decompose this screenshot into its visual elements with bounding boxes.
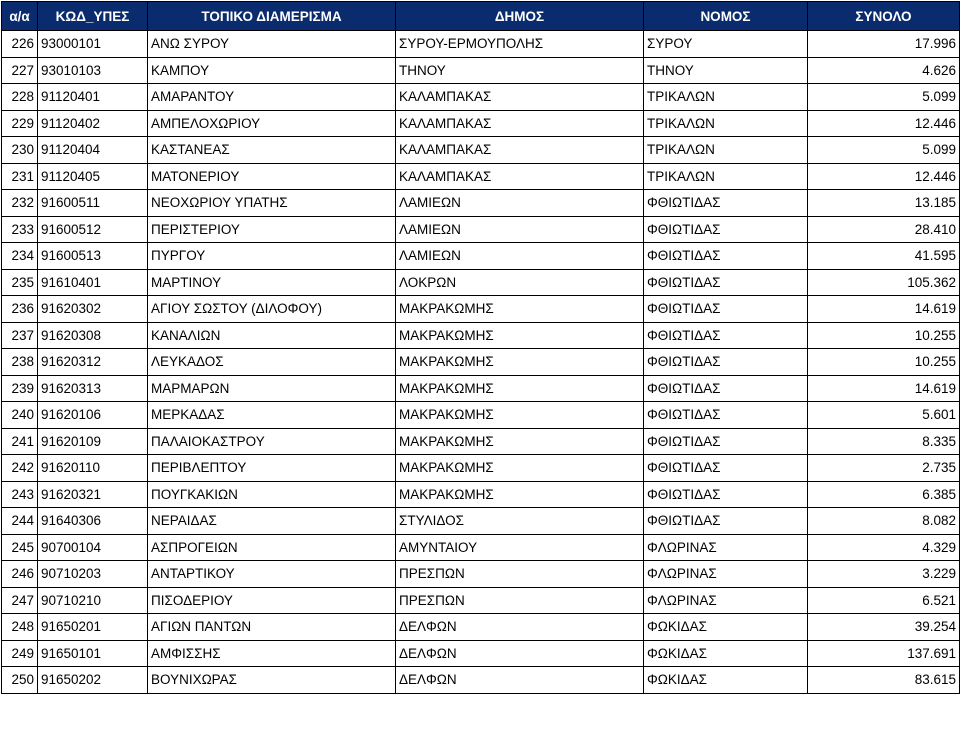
cell-code: 90710210 <box>38 587 148 614</box>
table-row <box>2 110 960 137</box>
cell-prefecture: ΦΘΙΩΤΙΔΑΣ <box>644 481 808 508</box>
table-row <box>2 534 960 561</box>
cell-municipality: ΜΑΚΡΑΚΩΜΗΣ <box>396 428 644 455</box>
cell-municipality: ΛΑΜΙΕΩΝ <box>396 243 644 270</box>
cell-code: 91600511 <box>38 190 148 217</box>
cell-total: 4.626 <box>808 57 960 84</box>
cell-total: 6.521 <box>808 587 960 614</box>
cell-prefecture: ΦΘΙΩΤΙΔΑΣ <box>644 428 808 455</box>
table-row <box>2 243 960 270</box>
cell-prefecture: ΦΘΙΩΤΙΔΑΣ <box>644 455 808 482</box>
table-row <box>2 481 960 508</box>
cell-index: 233 <box>2 216 38 243</box>
cell-code: 91650202 <box>38 667 148 694</box>
cell-prefecture: ΦΩΚΙΔΑΣ <box>644 640 808 667</box>
cell-index: 229 <box>2 110 38 137</box>
cell-community: ΜΑΡΜΑΡΩΝ <box>148 375 396 402</box>
cell-municipality: ΔΕΛΦΩΝ <box>396 640 644 667</box>
cell-total: 137.691 <box>808 640 960 667</box>
data-table <box>1 1 960 694</box>
cell-index: 235 <box>2 269 38 296</box>
table-row <box>2 667 960 694</box>
table-row <box>2 455 960 482</box>
cell-total: 4.329 <box>808 534 960 561</box>
cell-total: 5.601 <box>808 402 960 429</box>
cell-code: 91650201 <box>38 614 148 641</box>
cell-code: 90710203 <box>38 561 148 588</box>
cell-total: 6.385 <box>808 481 960 508</box>
table-row <box>2 375 960 402</box>
cell-code: 93010103 <box>38 57 148 84</box>
cell-total: 5.099 <box>808 84 960 111</box>
cell-prefecture: ΣΥΡΟΥ <box>644 31 808 58</box>
cell-prefecture: ΦΘΙΩΤΙΔΑΣ <box>644 269 808 296</box>
table-row <box>2 57 960 84</box>
cell-total: 10.255 <box>808 349 960 376</box>
cell-community: ΑΜΦΙΣΣΗΣ <box>148 640 396 667</box>
cell-total: 105.362 <box>808 269 960 296</box>
cell-municipality: ΤΗΝΟΥ <box>396 57 644 84</box>
cell-community: ΚΑΝΑΛΙΩΝ <box>148 322 396 349</box>
cell-municipality: ΛΑΜΙΕΩΝ <box>396 216 644 243</box>
header-cell-prefecture: ΝΟΜΟΣ <box>644 2 808 31</box>
cell-prefecture: ΦΘΙΩΤΙΔΑΣ <box>644 508 808 535</box>
cell-prefecture: ΤΡΙΚΑΛΩΝ <box>644 163 808 190</box>
cell-prefecture: ΦΛΩΡΙΝΑΣ <box>644 561 808 588</box>
cell-prefecture: ΦΘΙΩΤΙΔΑΣ <box>644 322 808 349</box>
cell-code: 91620312 <box>38 349 148 376</box>
cell-code: 91620106 <box>38 402 148 429</box>
cell-prefecture: ΦΩΚΙΔΑΣ <box>644 614 808 641</box>
cell-code: 91120401 <box>38 84 148 111</box>
cell-total: 14.619 <box>808 296 960 323</box>
cell-municipality: ΚΑΛΑΜΠΑΚΑΣ <box>396 110 644 137</box>
cell-index: 247 <box>2 587 38 614</box>
cell-municipality: ΜΑΚΡΑΚΩΜΗΣ <box>396 349 644 376</box>
cell-municipality: ΜΑΚΡΑΚΩΜΗΣ <box>396 296 644 323</box>
cell-municipality: ΜΑΚΡΑΚΩΜΗΣ <box>396 375 644 402</box>
cell-code: 93000101 <box>38 31 148 58</box>
cell-index: 232 <box>2 190 38 217</box>
cell-community: ΛΕΥΚΑΔΟΣ <box>148 349 396 376</box>
cell-total: 12.446 <box>808 163 960 190</box>
cell-municipality: ΜΑΚΡΑΚΩΜΗΣ <box>396 322 644 349</box>
cell-total: 10.255 <box>808 322 960 349</box>
cell-total: 3.229 <box>808 561 960 588</box>
header-cell-total: ΣΥΝΟΛΟ <box>808 2 960 31</box>
table-row <box>2 190 960 217</box>
cell-code: 91650101 <box>38 640 148 667</box>
cell-total: 8.082 <box>808 508 960 535</box>
cell-community: ΜΑΡΤΙΝΟΥ <box>148 269 396 296</box>
cell-prefecture: ΦΘΙΩΤΙΔΑΣ <box>644 243 808 270</box>
cell-community: ΠΥΡΓΟΥ <box>148 243 396 270</box>
cell-community: ΠΑΛΑΙΟΚΑΣΤΡΟΥ <box>148 428 396 455</box>
table-row <box>2 508 960 535</box>
cell-municipality: ΛΟΚΡΩΝ <box>396 269 644 296</box>
table-row <box>2 163 960 190</box>
cell-prefecture: ΤΡΙΚΑΛΩΝ <box>644 110 808 137</box>
header-row <box>2 2 960 31</box>
cell-index: 249 <box>2 640 38 667</box>
cell-code: 91610401 <box>38 269 148 296</box>
cell-code: 91620321 <box>38 481 148 508</box>
cell-community: ΑΓΙΩΝ ΠΑΝΤΩΝ <box>148 614 396 641</box>
cell-prefecture: ΦΘΙΩΤΙΔΑΣ <box>644 296 808 323</box>
cell-total: 14.619 <box>808 375 960 402</box>
cell-prefecture: ΦΘΙΩΤΙΔΑΣ <box>644 349 808 376</box>
cell-community: ΜΕΡΚΑΔΑΣ <box>148 402 396 429</box>
cell-prefecture: ΦΘΙΩΤΙΔΑΣ <box>644 402 808 429</box>
cell-municipality: ΣΥΡΟΥ-ΕΡΜΟΥΠΟΛΗΣ <box>396 31 644 58</box>
cell-total: 17.996 <box>808 31 960 58</box>
cell-municipality: ΜΑΚΡΑΚΩΜΗΣ <box>396 481 644 508</box>
cell-prefecture: ΤΗΝΟΥ <box>644 57 808 84</box>
cell-index: 244 <box>2 508 38 535</box>
cell-community: ΜΑΤΟΝΕΡΙΟΥ <box>148 163 396 190</box>
cell-index: 231 <box>2 163 38 190</box>
cell-community: ΚΑΜΠΟΥ <box>148 57 396 84</box>
cell-prefecture: ΦΘΙΩΤΙΔΑΣ <box>644 216 808 243</box>
cell-community: ΑΝΩ ΣΥΡΟΥ <box>148 31 396 58</box>
cell-code: 90700104 <box>38 534 148 561</box>
cell-prefecture: ΦΘΙΩΤΙΔΑΣ <box>644 375 808 402</box>
header-cell-community: ΤΟΠΙΚΟ ΔΙΑΜΕΡΙΣΜΑ <box>148 2 396 31</box>
cell-index: 241 <box>2 428 38 455</box>
cell-code: 91620308 <box>38 322 148 349</box>
table-row <box>2 84 960 111</box>
cell-municipality: ΛΑΜΙΕΩΝ <box>396 190 644 217</box>
cell-index: 250 <box>2 667 38 694</box>
cell-prefecture: ΦΛΩΡΙΝΑΣ <box>644 587 808 614</box>
cell-community: ΠΟΥΓΚΑΚΙΩΝ <box>148 481 396 508</box>
cell-municipality: ΑΜΥΝΤΑΙΟΥ <box>396 534 644 561</box>
cell-code: 91600512 <box>38 216 148 243</box>
cell-total: 39.254 <box>808 614 960 641</box>
cell-community: ΑΓΙΟΥ ΣΩΣΤΟΥ (ΔΙΛΟΦΟΥ) <box>148 296 396 323</box>
cell-index: 236 <box>2 296 38 323</box>
cell-index: 234 <box>2 243 38 270</box>
cell-code: 91620302 <box>38 296 148 323</box>
table-row <box>2 561 960 588</box>
cell-total: 41.595 <box>808 243 960 270</box>
cell-total: 8.335 <box>808 428 960 455</box>
cell-total: 13.185 <box>808 190 960 217</box>
cell-community: ΠΕΡΙΣΤΕΡΙΟΥ <box>148 216 396 243</box>
cell-total: 12.446 <box>808 110 960 137</box>
cell-index: 242 <box>2 455 38 482</box>
cell-municipality: ΚΑΛΑΜΠΑΚΑΣ <box>396 137 644 164</box>
table-row <box>2 31 960 58</box>
table-row <box>2 322 960 349</box>
cell-prefecture: ΤΡΙΚΑΛΩΝ <box>644 137 808 164</box>
header-cell-municipality: ΔΗΜΟΣ <box>396 2 644 31</box>
table-row <box>2 269 960 296</box>
cell-community: ΒΟΥΝΙΧΩΡΑΣ <box>148 667 396 694</box>
cell-municipality: ΚΑΛΑΜΠΑΚΑΣ <box>396 84 644 111</box>
cell-code: 91120402 <box>38 110 148 137</box>
table-row <box>2 402 960 429</box>
cell-code: 91120405 <box>38 163 148 190</box>
cell-index: 246 <box>2 561 38 588</box>
cell-code: 91120404 <box>38 137 148 164</box>
cell-community: ΠΙΣΟΔΕΡΙΟΥ <box>148 587 396 614</box>
cell-community: ΠΕΡΙΒΛΕΠΤΟΥ <box>148 455 396 482</box>
cell-prefecture: ΤΡΙΚΑΛΩΝ <box>644 84 808 111</box>
cell-total: 83.615 <box>808 667 960 694</box>
cell-municipality: ΔΕΛΦΩΝ <box>396 614 644 641</box>
cell-code: 91620110 <box>38 455 148 482</box>
header-cell-code: ΚΩΔ_ΥΠΕΣ <box>38 2 148 31</box>
cell-community: ΝΕΟΧΩΡΙΟΥ ΥΠΑΤΗΣ <box>148 190 396 217</box>
cell-municipality: ΠΡΕΣΠΩΝ <box>396 561 644 588</box>
cell-total: 5.099 <box>808 137 960 164</box>
cell-code: 91600513 <box>38 243 148 270</box>
cell-index: 243 <box>2 481 38 508</box>
cell-municipality: ΜΑΚΡΑΚΩΜΗΣ <box>396 455 644 482</box>
cell-municipality: ΜΑΚΡΑΚΩΜΗΣ <box>396 402 644 429</box>
cell-total: 2.735 <box>808 455 960 482</box>
cell-community: ΑΣΠΡΟΓΕΙΩΝ <box>148 534 396 561</box>
cell-municipality: ΚΑΛΑΜΠΑΚΑΣ <box>396 163 644 190</box>
cell-index: 238 <box>2 349 38 376</box>
cell-prefecture: ΦΛΩΡΙΝΑΣ <box>644 534 808 561</box>
cell-community: ΑΝΤΑΡΤΙΚΟΥ <box>148 561 396 588</box>
table-row <box>2 216 960 243</box>
table-row <box>2 296 960 323</box>
cell-community: ΚΑΣΤΑΝΕΑΣ <box>148 137 396 164</box>
cell-code: 91640306 <box>38 508 148 535</box>
cell-code: 91620109 <box>38 428 148 455</box>
cell-community: ΝΕΡΑΙΔΑΣ <box>148 508 396 535</box>
cell-index: 240 <box>2 402 38 429</box>
cell-index: 227 <box>2 57 38 84</box>
cell-prefecture: ΦΘΙΩΤΙΔΑΣ <box>644 190 808 217</box>
table-row <box>2 587 960 614</box>
cell-community: ΑΜΠΕΛΟΧΩΡΙΟΥ <box>148 110 396 137</box>
table-row <box>2 614 960 641</box>
cell-code: 91620313 <box>38 375 148 402</box>
header-cell-index: α/α <box>2 2 38 31</box>
cell-index: 248 <box>2 614 38 641</box>
cell-municipality: ΔΕΛΦΩΝ <box>396 667 644 694</box>
table-row <box>2 428 960 455</box>
cell-community: ΑΜΑΡΑΝΤΟΥ <box>148 84 396 111</box>
cell-municipality: ΣΤΥΛΙΔΟΣ <box>396 508 644 535</box>
cell-index: 226 <box>2 31 38 58</box>
cell-index: 245 <box>2 534 38 561</box>
cell-index: 239 <box>2 375 38 402</box>
cell-municipality: ΠΡΕΣΠΩΝ <box>396 587 644 614</box>
table-row <box>2 349 960 376</box>
cell-index: 237 <box>2 322 38 349</box>
cell-index: 230 <box>2 137 38 164</box>
cell-total: 28.410 <box>808 216 960 243</box>
cell-index: 228 <box>2 84 38 111</box>
table-row <box>2 137 960 164</box>
cell-prefecture: ΦΩΚΙΔΑΣ <box>644 667 808 694</box>
table-row <box>2 640 960 667</box>
